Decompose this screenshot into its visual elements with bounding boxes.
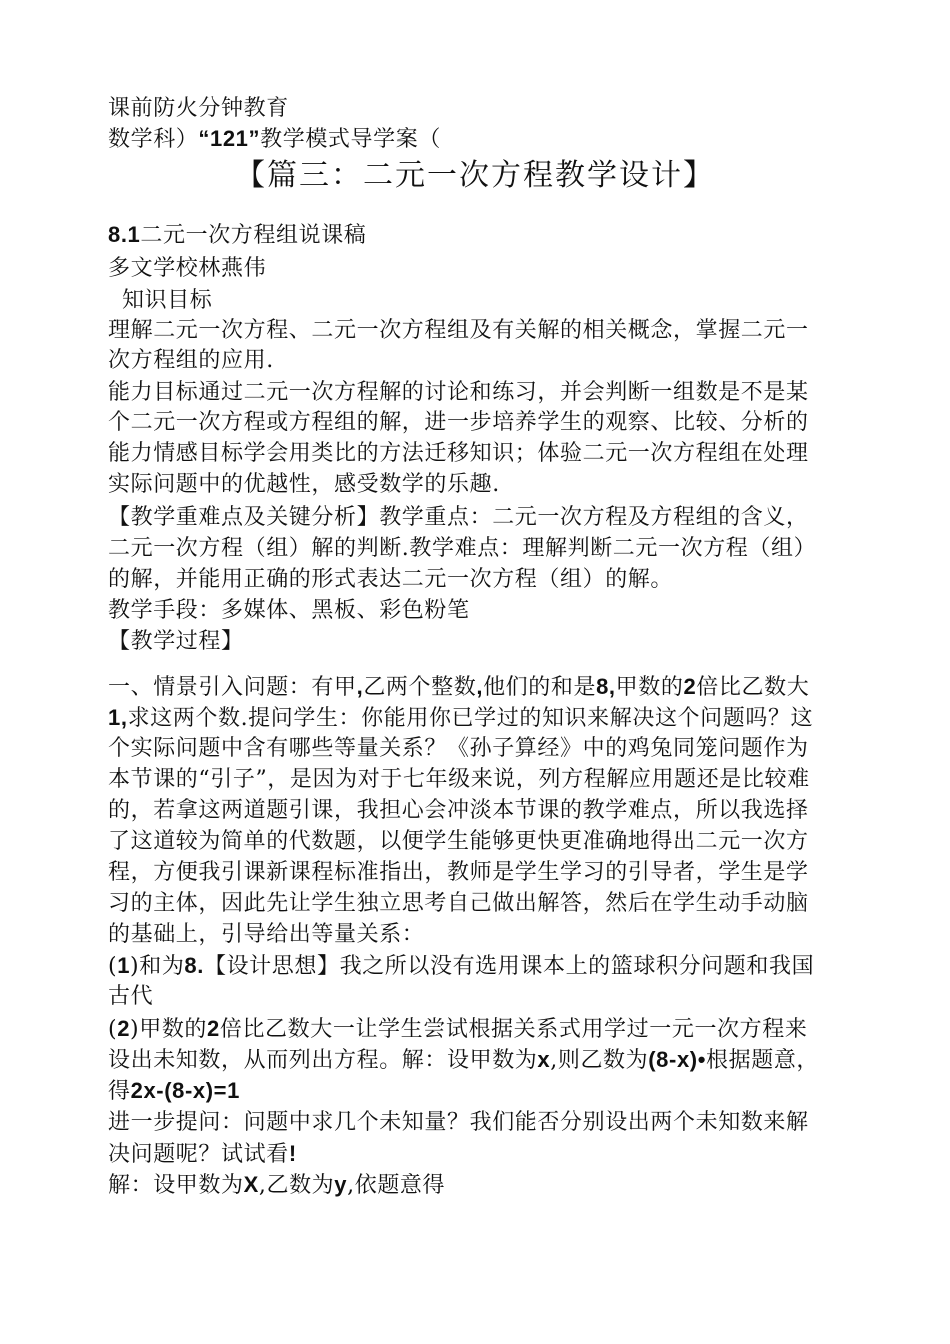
- text-line: 实际问题中的优越性，感受数学的乐趣.: [108, 472, 500, 497]
- text-line: 古代: [108, 984, 154, 1009]
- text-run: 8.: [184, 953, 204, 978]
- section-number: 8.1: [108, 222, 141, 247]
- text-line: [108, 1139, 848, 1170]
- text-line: [108, 1014, 848, 1045]
- text-run: 2: [117, 1016, 131, 1041]
- text-line: [108, 703, 848, 734]
- text-run: 2: [683, 674, 697, 699]
- text-line: [108, 1076, 848, 1107]
- text-run: 1: [117, 953, 131, 978]
- text-line: 了这道较为简单的代数题，以便学生能够更快更准确地得出二元一次方: [108, 829, 809, 854]
- text-run: X: [243, 1172, 259, 1197]
- text-run: (: [108, 954, 118, 979]
- text-run: ,乙数为: [258, 1173, 335, 1198]
- text-run: 决问题呢？试试看: [108, 1142, 289, 1167]
- text-run: 8,: [596, 674, 616, 699]
- text-line: 本节课的“引子”，是因为对于七年级来说，列方程解应用题还是比较难: [108, 767, 810, 792]
- text-run: ,则乙数为: [550, 1048, 649, 1073]
- text-run: (8-x)•: [648, 1047, 707, 1072]
- header-text: 教学模式导学案（: [260, 127, 441, 152]
- text-run: 设出未知数，从而列出方程。解：设甲数为: [108, 1048, 538, 1073]
- text-run: 得: [108, 1079, 131, 1104]
- text-line: 个实际问题中含有哪些等量关系？《孙子算经》中的鸡兔同笼问题作为: [108, 736, 809, 761]
- text-run: 根据题意，: [706, 1048, 820, 1073]
- text-run: 1,: [108, 705, 128, 730]
- text-run: ,: [476, 674, 484, 699]
- text-run: !: [288, 1141, 297, 1166]
- text-line: 进一步提问：问题中求几个未知量？我们能否分别设出两个未知数来解: [108, 1110, 809, 1135]
- text-run: 一、情景引入问题：有甲: [108, 675, 357, 700]
- text-line: 个二元一次方程或方程组的解，进一步培养学生的观察、比较、分析的: [108, 410, 809, 435]
- header-text: 课前防火分钟教育: [108, 96, 289, 121]
- text-line: 能力情感目标学会用类比的方法迁移知识；体验二元一次方程组在处理: [108, 441, 809, 466]
- text-line: 二元一次方程（组）解的判断.教学难点：理解判断二元一次方程（组）: [108, 536, 817, 561]
- text-line: 【教学重难点及关键分析】教学重点：二元一次方程及方程组的含义，: [108, 505, 809, 530]
- text-line: 的，若拿这两道题引课，我担心会冲淡本节课的教学难点，所以我选择: [108, 798, 809, 823]
- text-run: 倍比乙数大一让学生尝试根据关系式用学过一元一次方程来: [219, 1017, 808, 1042]
- text-line: 习的主体，因此先让学生独立思考自己做出解答，然后在学生动手动脑: [108, 891, 809, 916]
- text-line: 能力目标通过二元一次方程解的讨论和练习，并会判断一组数是不是某: [108, 380, 809, 405]
- header-number: “121”: [198, 126, 261, 151]
- text-run: )和为: [130, 954, 185, 979]
- text-run: (: [108, 1017, 118, 1042]
- text-line: [108, 1170, 848, 1201]
- header-text: 数学科）: [108, 127, 199, 152]
- author-line: 多文学校林燕伟: [108, 256, 267, 281]
- text-line: 的基础上，引导给出等量关系：: [108, 922, 425, 947]
- text-run: y: [334, 1172, 348, 1197]
- text-line: 理解二元一次方程、二元一次方程组及有关解的相关概念，掌握二元一: [108, 318, 809, 343]
- text-line: 【教学过程】: [108, 629, 244, 654]
- text-line: [108, 1045, 848, 1076]
- knowledge-heading: 知识目标: [122, 288, 213, 313]
- text-line: [108, 951, 848, 982]
- text-run: x: [537, 1047, 551, 1072]
- text-run: 2: [207, 1016, 220, 1041]
- text-run: 【设计思想】我之所以没有选用课本上的篮球积分问题和我国: [203, 954, 815, 979]
- text-line: [108, 672, 848, 703]
- text-run: )甲数的: [130, 1017, 208, 1042]
- text-run: 倍比乙数大: [696, 675, 810, 700]
- text-line: 教学手段：多媒体、黑板、彩色粉笔: [108, 598, 470, 623]
- section-heading: [108, 220, 848, 251]
- text-run: 甲数的: [615, 675, 684, 700]
- equation: 2x-(8-x)=1: [130, 1078, 240, 1103]
- text-run: 解：设甲数为: [108, 1173, 244, 1198]
- text-line: 的解，并能用正确的形式表达二元一次方程（组）的解。: [108, 567, 674, 592]
- text-run: 他们的和是: [483, 675, 597, 700]
- text-run: 乙两个整数: [363, 675, 477, 700]
- text-line: 次方程组的应用.: [108, 348, 274, 373]
- text-run: ,: [356, 674, 364, 699]
- text-run: ,依题意得: [347, 1173, 446, 1198]
- header-line-2: [108, 124, 848, 155]
- section-name: 二元一次方程组说课稿: [140, 223, 367, 248]
- text-line: 程，方便我引课新课程标准指出，教师是学生学习的引导者，学生是学: [108, 860, 809, 885]
- header-line-1: [108, 94, 848, 124]
- document-title: 【篇三：二元一次方程教学设计】: [235, 158, 715, 193]
- text-run: 求这两个数.提问学生：你能用你已学过的知识来解决这个问题吗？这: [127, 706, 814, 731]
